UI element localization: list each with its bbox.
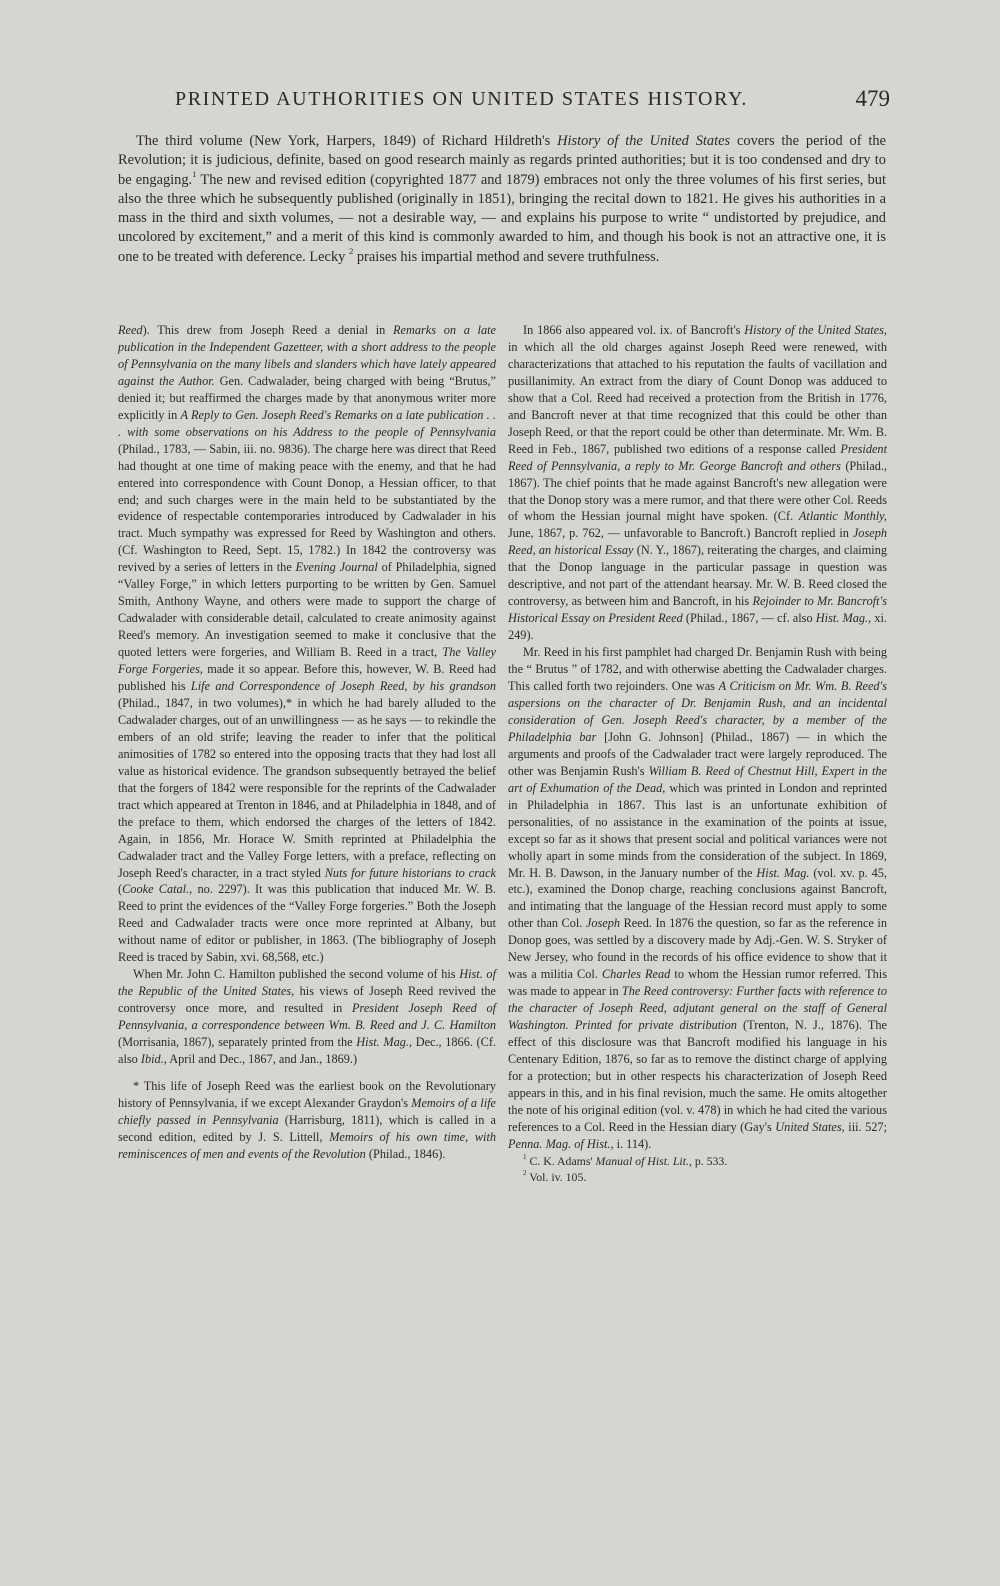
text-run: (Philad., 1847, in two volumes),* in which he had barely alluded to the Cadwalader charges, out of an unwillingness — as he says — to rekindle the embers of an old strife; leaving the reader to infer that the political animosities of 1782 so entered into the opposing tracts that they had lost all value as historical evidence. The grandson subsequently betrayed the belief that the forgers of 1842 were responsible for the reprints of the Cadwalader tract which appeared at Trenton in 1846, and at Philadelphia in 1848, and of the preface to them, which endorsed the charges of the letters of 1842. Again, in 1856, Mr. Horace W. Smith reprinted at Philadelphia the Cadwalader tract and the Valley Forge letters, with a preface, reflecting on Joseph Reed's character, in a tract styled	[118, 695, 496, 880]
text-run: , Dec., 1866. (Cf. also	[118, 1035, 496, 1066]
intro-paragraph-block	[118, 132, 886, 267]
text-run: (	[118, 882, 123, 897]
italic-run: Hist. Mag.	[815, 611, 869, 626]
text-run: * This life of Joseph Reed was the earliest book on the Revolutionary history of Pennsylvania, if we except Alexander Graydon's	[118, 1078, 496, 1110]
italic-run: Hist. of the Republic of the United States,	[118, 967, 496, 999]
text-run: in which all the old charges against Joseph Reed were renewed, with characterizations that attached to his reputation the faults of vacillation and pusillanimity. An extract from the diary of Count Donop was adduced to show that a Col. Reed had received a protection from the British in 1776, and Bancroft never at that time recognized that this could be other than Joseph Reed, or that the report could be other than determinate. Mr. Wm. B. Reed in Feb., 1867, published two editions of a response called	[508, 339, 887, 456]
text-run: (vol. xv. p. 45, etc.), examined the Donop charge, reaching conclusions against Bancroft, and intimating that the language of the Hessian record must apply to some other than Col.	[508, 865, 887, 931]
footnote-ref: 1	[192, 168, 197, 179]
right-footnote-1	[508, 1153, 887, 1169]
page-header	[175, 88, 890, 118]
italic-run: Penna. Mag. of Hist.	[508, 1136, 611, 1151]
intro-paragraph	[118, 132, 886, 267]
text-run: , p. 533.	[688, 1153, 728, 1168]
italic-run: The Valley Forge Forgeries,	[118, 645, 496, 677]
italic-run: Evening Journal	[295, 560, 378, 575]
italic-run: President Joseph Reed of Pennsylvania, a correspondence between Wm. B. Reed and J. C. Hamilton	[118, 1001, 497, 1033]
italic-run: Joseph Reed, an historical Essay	[508, 526, 887, 558]
text-run: , April and Dec., 1867, and Jan., 1869.)	[163, 1051, 358, 1066]
italic-run: United States,	[775, 1119, 845, 1134]
text-run: The new and revised edition (copyrighted 1877 and 1879) embraces not only the three volumes of his first series, but also the three which he subsequently published (originally in 1851), bringing the recital down to 1821. He gives his authorities in a mass in the third and sixth volumes, — not a desirable way, — and explains his purpose to write “ undistorted by prejudice, and uncolored by excitement,” and a merit of this kind is commonly awarded to him, and though his book is not an attractive one, it is one to be treated with deference. Lecky	[118, 171, 886, 265]
italic-run: Remarks on a late publication in the Independent Gazetteer, with a short address to the people of Pennsylvania on the many libels and slanders which have lately appeared against the Author.	[118, 323, 496, 388]
text-run: (Harrisburg, 1811), which is called in a second edition, edited by J. S. Littell,	[118, 1112, 496, 1144]
text-run: , xi. 249).	[508, 611, 888, 643]
text-run: (Philad., 1867). The chief points that he made against Bancroft's new allegation were that the Donop story was a mere rumor, and that there were other Col. Reeds of whom the Hessian journal might have spoken. (Cf.	[508, 458, 887, 524]
text-run: of Philadelphia, signed “Valley Forge,” in which letters purporting to be written by Gen. Samuel Smith, Anthony Wayne, and others were made to support the charge of Cadwalader with considerable detail, calculated to create animosity against Reed's memory. An investigation seemed to make it conclusive that the quoted letters were forgeries, and William B. Reed in a tract,	[118, 560, 496, 660]
footnote-ref: 2	[348, 246, 354, 257]
italic-run: Nuts for future historians to crack	[324, 865, 496, 880]
left-footnote	[118, 1078, 496, 1163]
italic-run: President Reed of Pennsylvania, a reply to Mr. George Bancroft and others	[508, 441, 887, 473]
text-run: (Trenton, N. J., 1876). The effect of this disclosure was that Bancroft modified his language in his Centenary Edition, 1876, so far as to remove the distinct charge of applying for a protection; but in other respects his characterization of Joseph Reed appears in this, and in his final revision, much the same. He omits altogether the note of his original edition (vol. v. 478) in which he had cited the various references to a Col. Reed in the Hessian diary (Gay's	[508, 1018, 887, 1134]
footnote-marker: 1	[523, 1153, 527, 1162]
italic-run: Cooke Catal.	[122, 882, 190, 897]
text-run: (Philad., 1846).	[365, 1146, 446, 1161]
italic-run: Rejoinder to Mr. Bancroft's Historical Essay on President Reed	[508, 594, 887, 626]
text-run: his views of Joseph Reed revived the controversy once more, and resulted in	[118, 984, 496, 1016]
text-run: June, 1867, p. 762, — unfavorable to Bancroft.) Bancroft replied in	[508, 526, 853, 541]
text-run: to whom the Hessian rumor referred. This was made to appear in	[508, 967, 887, 999]
text-run: Gen. Cadwalader, being charged with being “Brutus,” denied it; but reaffirmed the charges made by that anonymous writer more explicitly in	[118, 373, 496, 422]
italic-run: The Reed controversy: Further facts with reference to the character of Joseph Reed, adjutant general on the staff of General Washington. Printed for private distribution	[508, 984, 887, 1033]
italic-run: Reed	[118, 323, 143, 337]
text-run: (Philad., 1867, — cf. also	[682, 611, 816, 626]
italic-run: Hist. Mag.	[356, 1035, 409, 1050]
left-paragraph-2	[118, 966, 496, 1068]
text-run: (N. Y., 1867), reiterating the charges, and claiming that the Donop language in the particular passage in question was descriptive, and not part of the attendant hearsay. Mr. W. B. Reed closed the controversy, as between him and Bancroft, in his	[508, 543, 887, 609]
italic-run: Ibid.	[140, 1051, 164, 1066]
italic-run: Life and Correspondence of Joseph Reed, by his grandson	[190, 679, 496, 694]
text-run: ). This drew from Joseph Reed a denial in	[142, 323, 393, 337]
text-run: Reed. In 1876 the question, so far as the reference in Donop goes, was settled by a discovery made by Adj.-Gen. W. S. Stryker of New Jersey, who found in the records of his office evidence to show that it was a militia Col.	[508, 916, 887, 982]
text-run: , i. 114).	[610, 1136, 652, 1151]
text-run: which was printed in London and reprinted in Philadelphia in 1867. This last is an unfortunate exhibition of personalities, of no assistance in the examination of the points at issue, except so far as it shows that present social and political variances were not wholly apart in some minds from the consideration of the subject. In 1869, Mr. H. B. Dawson, in the January number of the	[508, 780, 887, 880]
italic-run: Manual of Hist. Lit.	[595, 1153, 689, 1168]
text-run: When Mr. John C. Hamilton published the second volume of his	[133, 967, 460, 982]
text-run: made it so appear. Before this, however, W. B. Reed had published his	[118, 662, 496, 694]
right-column	[508, 322, 887, 1185]
italic-run: Hist. Mag.	[756, 865, 810, 880]
book-title: History of the United States	[557, 133, 731, 149]
text-run: C. K. Adams'	[526, 1153, 596, 1168]
left-column	[118, 322, 496, 1163]
italic-run: Charles Read	[601, 967, 671, 982]
italic-run: A Criticism on Mr. Wm. B. Reed's aspersions on the character of Dr. Benjamin Rush, and an incidental consideration of Gen. Joseph Reed's character, by a member of the Philadelphia bar	[508, 679, 887, 744]
footnote-marker: 2	[523, 1169, 527, 1178]
text-run: covers the period of the Revolution; it is judicious, definite, based on good research mainly as regards printed authorities; but it is too condensed and dry to be engaging.	[118, 133, 886, 188]
text-run: (Philad., 1783, — Sabin, iii. no. 9836). The charge here was direct that Reed had thought at one time of making peace with the enemy, and that he had entered into correspondence with Count Donop, a Hessian officer, to that end; and such charges were in the main held to be substantiated by the evidence of respectable contemporaries introduced by Cadwalader in his tract. Much sympathy was expressed for Reed by Washington and others. (Cf. Washington to Reed, Sept. 15, 1782.) In 1842 the controversy was revived by a series of letters in the	[118, 441, 496, 575]
text-run: In 1866 also appeared vol. ix. of Bancroft's	[523, 323, 745, 337]
text-run: , no. 2297). It was this publication that induced Mr. W. B. Reed to print the evidences of the “Valley Forge forgeries.” Both the Joseph Reed and Cadwalader tracts were once more reprinted at Albany, but without name of editor or publisher, in 1863. (The bibliography of Joseph Reed is traced by Sabin, xvi. 68,568, etc.)	[118, 882, 496, 965]
text-run: iii. 527;	[844, 1119, 887, 1134]
text-run: [John G. Johnson] (Philad., 1867) — in which the arguments and proofs of the Cadwalader tract were largely reproduced. The other was Benjamin Rush's	[508, 729, 888, 778]
italic-run: Atlantic Monthly,	[798, 509, 887, 524]
italic-run: Joseph	[585, 916, 621, 931]
right-paragraph-1	[508, 322, 887, 644]
right-paragraph-2	[508, 644, 887, 1153]
italic-run: William B. Reed of Chestnut Hill, Expert in the art of Exhumation of the Dead,	[508, 763, 887, 795]
page-number: 479	[855, 86, 890, 111]
text-run: (Morrisania, 1867), separately printed from the	[118, 1035, 357, 1050]
left-paragraph-1	[118, 322, 496, 966]
right-footnote-2	[508, 1169, 887, 1185]
italic-run: History of the United States,	[744, 323, 887, 337]
italic-run: Memoirs of his own time, with reminiscences of men and events of the Revolution	[118, 1129, 497, 1161]
text-run: Mr. Reed in his first pamphlet had charged Dr. Benjamin Rush with being the “ Brutus ” of 1782, and with otherwise abetting the Cadwalader charges. This called forth two rejoinders. One was	[508, 645, 887, 694]
text-run: The third volume (New York, Harpers, 1849) of Richard Hildreth's	[136, 133, 558, 149]
running-head: PRINTED AUTHORITIES ON UNITED STATES HISTORY.	[175, 88, 749, 110]
italic-run: Memoirs of a life chiefly passed in Pennsylvania	[118, 1095, 496, 1127]
text-run: Vol. iv. 105.	[526, 1169, 587, 1184]
italic-run: A Reply to Gen. Joseph Reed's Remarks on a late publication . . . with some observations on his Address to the people of Pennsylvania	[118, 407, 496, 439]
text-run: praises his impartial method and severe truthfulness.	[353, 248, 660, 265]
